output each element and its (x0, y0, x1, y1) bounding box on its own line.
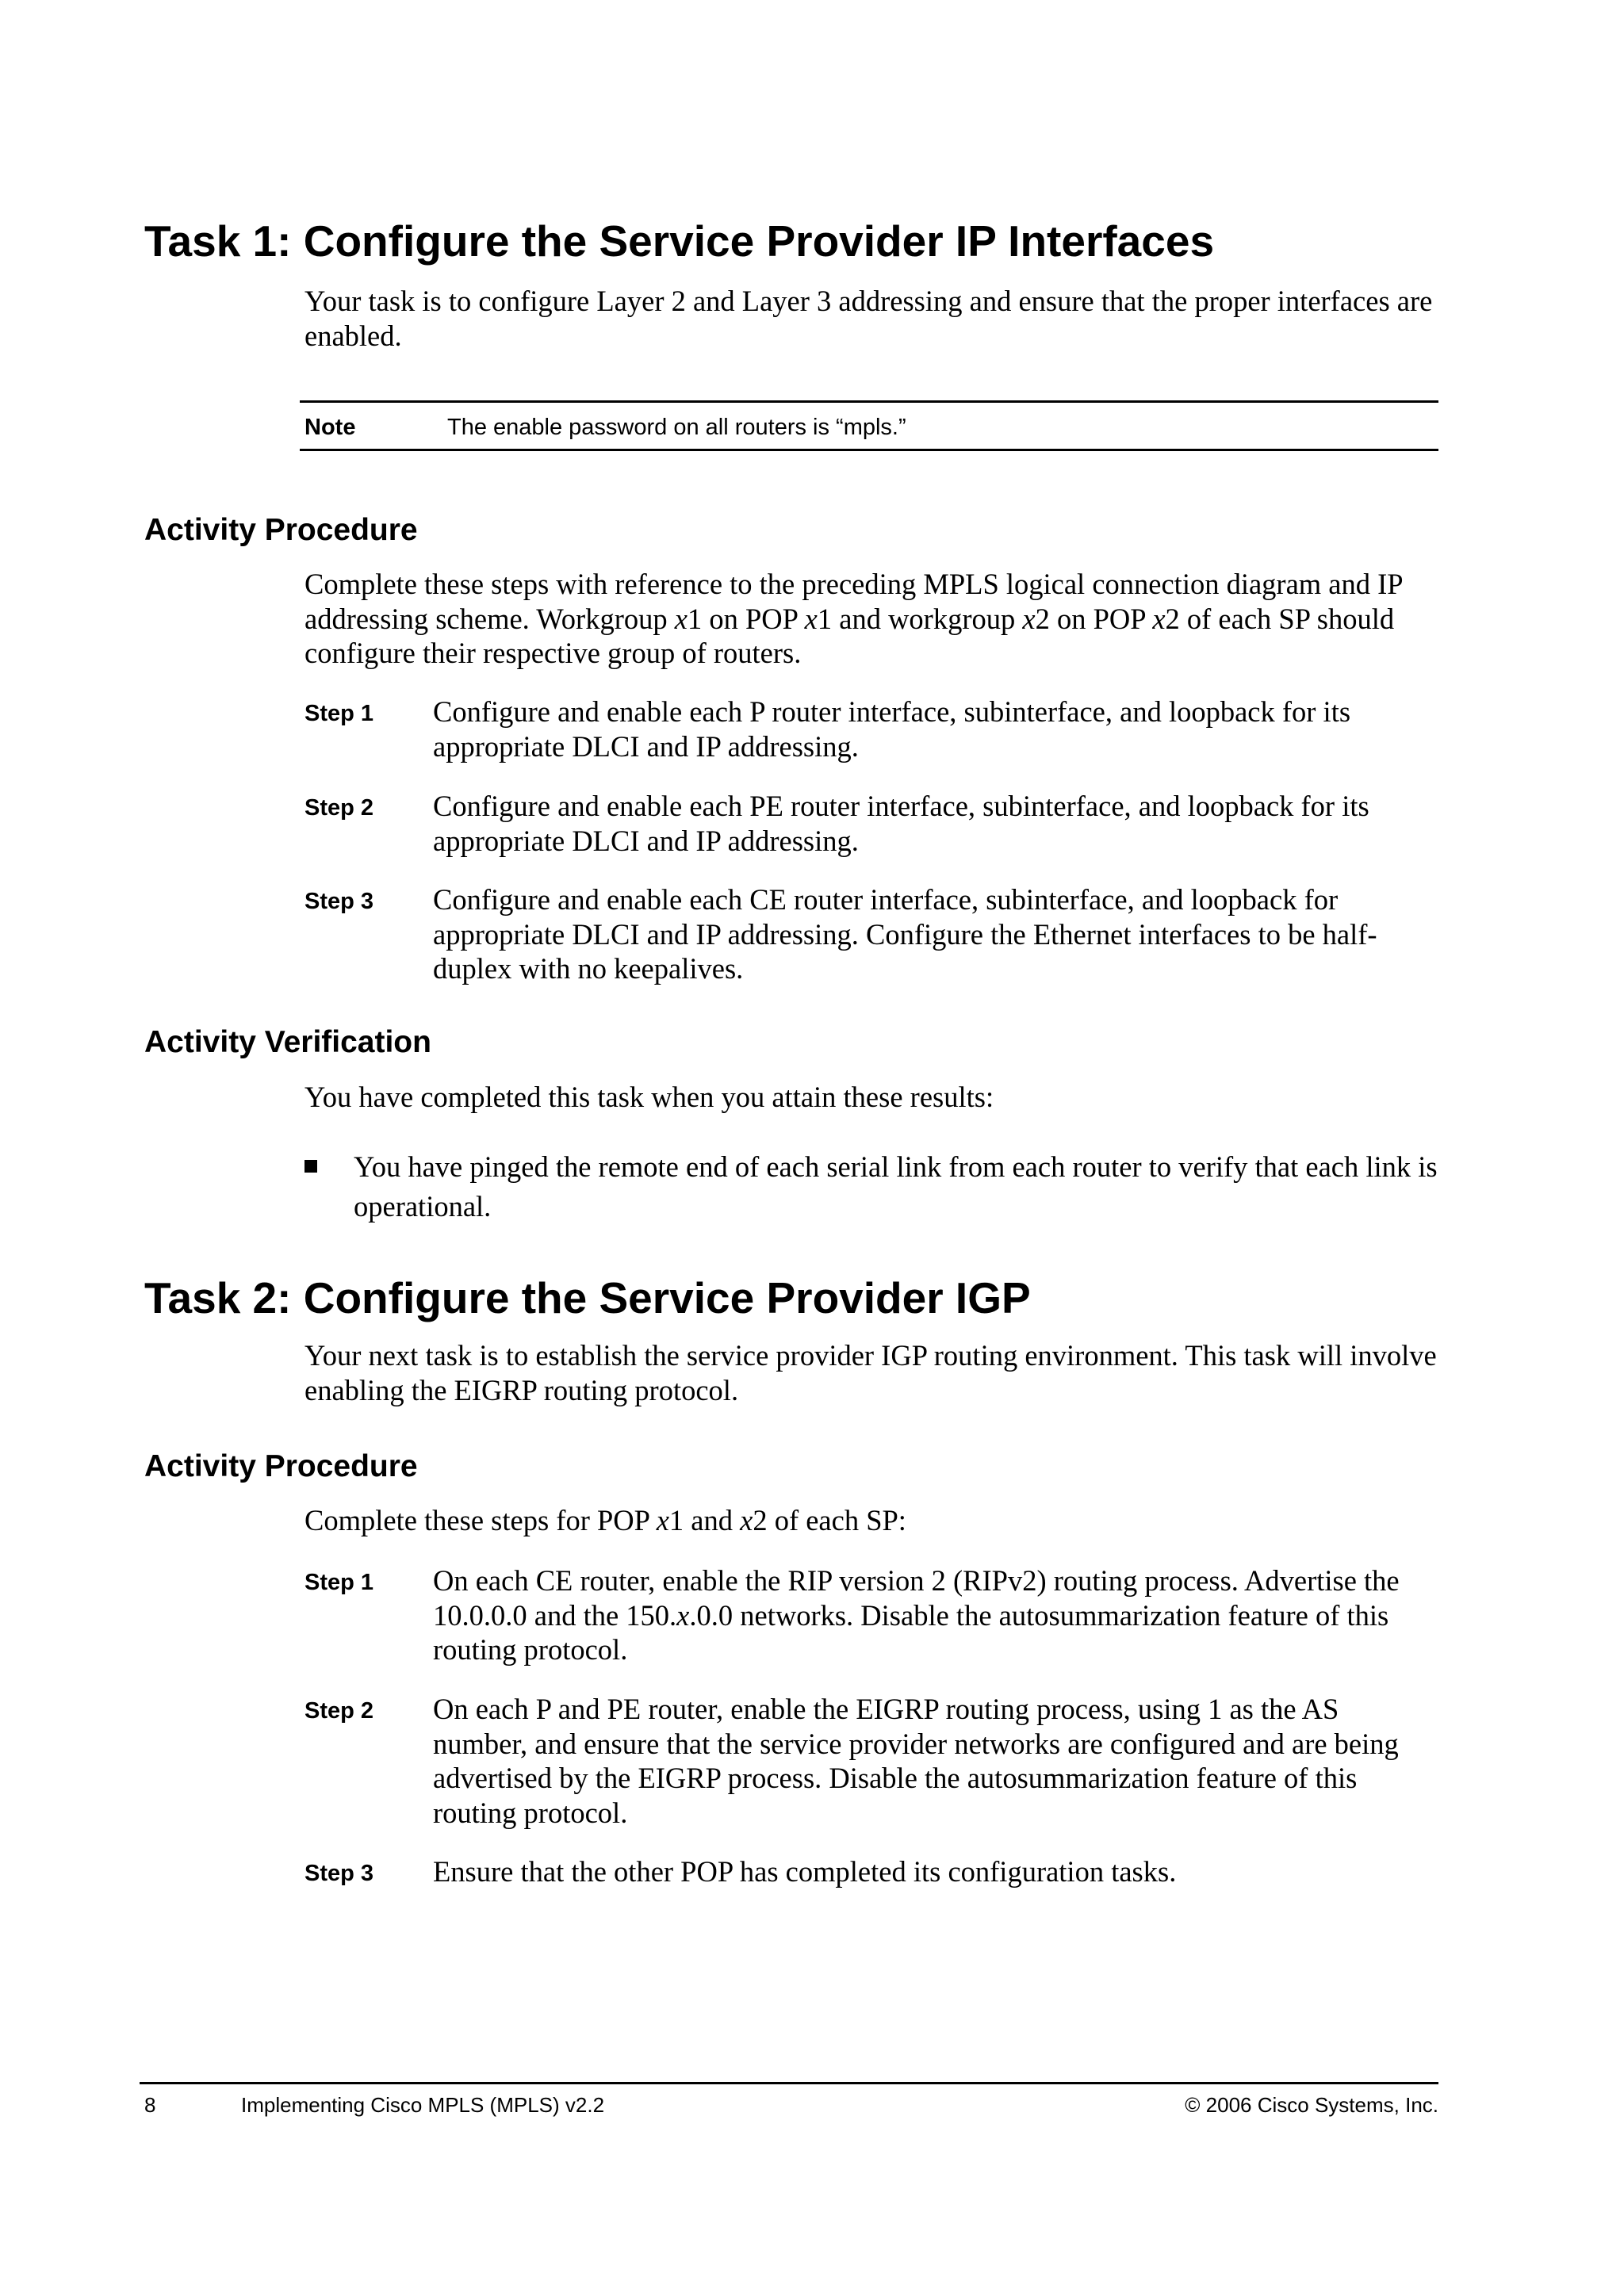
footer-page-number: 8 (144, 2093, 156, 2117)
step-text: On each CE router, enable the RIP version 2 (RIPv2) routing process. Advertise the 10.0.0.0 and the 150.x.0.0 networks. Disable the autosummarization feature of this routing protocol. (433, 1564, 1400, 1666)
step-text: Ensure that the other POP has completed its configuration tasks. (433, 1855, 1177, 1888)
note-text: The enable password on all routers is “mpls.” (447, 415, 906, 440)
task1-procedure-intro: Complete these steps with reference to the preceding MPLS logical connection diagram and IP addressing scheme. Workgroup x1 on POP x1 and workgroup x2 on POP x2 of each SP should configure their respective group of routers. (304, 568, 1403, 669)
task1-intro: Your task is to configure Layer 2 and Layer 3 addressing and ensure that the proper interfaces are enabled. (304, 285, 1433, 352)
footer-divider (140, 2082, 1438, 2084)
task1-title: Task 1: Configure the Service Provider IP Interfaces (144, 216, 1215, 266)
task1-verification-heading: Activity Verification (144, 1025, 431, 1059)
step-label: Step 2 (304, 1698, 374, 1724)
step-label: Step 3 (304, 889, 374, 914)
step-text: Configure and enable each PE router interface, subinterface, and loopback for its appropriate DLCI and IP addressing. (433, 790, 1369, 857)
step-text: On each P and PE router, enable the EIGRP routing process, using 1 as the AS number, and ensure that the service provider networks are configured and are being advertised by the EIGRP process. Disable the autosummarization feature of this routing protocol. (433, 1693, 1399, 1829)
step-label: Step 2 (304, 795, 374, 821)
note-box (300, 400, 1438, 451)
footer-course-title: Implementing Cisco MPLS (MPLS) v2.2 (241, 2093, 605, 2117)
task1-procedure-heading: Activity Procedure (144, 513, 418, 547)
step-text: Configure and enable each P router interface, subinterface, and loopback for its appropriate DLCI and IP addressing. (433, 695, 1351, 763)
note-label: Note (304, 415, 356, 440)
task2-title: Task 2: Configure the Service Provider IGP (144, 1273, 1031, 1322)
task1-verification-intro: You have completed this task when you attain these results: (304, 1081, 994, 1113)
square-bullet-icon (304, 1160, 317, 1173)
task2-procedure-intro: Complete these steps for POP x1 and x2 of each SP: (304, 1504, 906, 1536)
footer-copyright: © 2006 Cisco Systems, Inc. (1185, 2093, 1438, 2117)
step-label: Step 3 (304, 1861, 374, 1886)
task2-intro: Your next task is to establish the service provider IGP routing environment. This task will involve enabling the EIGRP routing protocol. (304, 1339, 1437, 1406)
bullet-text: You have pinged the remote end of each serial link from each router to verify that each link is operational. (354, 1150, 1438, 1223)
task2-procedure-heading: Activity Procedure (144, 1449, 418, 1483)
step-label: Step 1 (304, 1570, 374, 1595)
step-text: Configure and enable each CE router interface, subinterface, and loopback for appropriate DLCI and IP addressing. Configure the Ethernet interfaces to be half-duplex with no keepalives. (433, 883, 1377, 985)
step-label: Step 1 (304, 701, 374, 726)
